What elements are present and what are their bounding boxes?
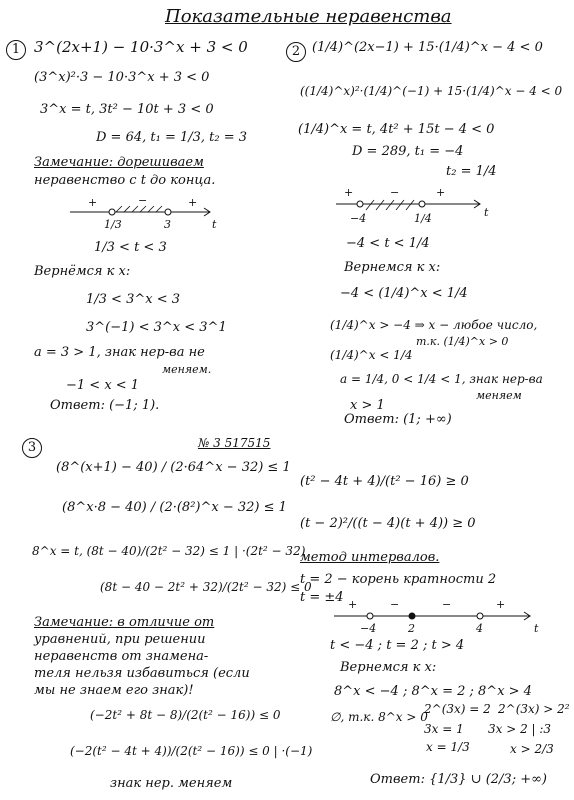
answer-line: Ответ: {1/3} ∪ (2/3; +∞): [370, 772, 548, 787]
note-text: уравнений, при решении: [34, 632, 206, 647]
equation-line: 3^(2x+1) − 10·3^x + 3 < 0: [34, 38, 248, 56]
equation-line: 2^(3x) = 2: [424, 702, 491, 716]
equation-line: ∅, т.к. 8^x > 0: [330, 710, 428, 724]
equation-line: (8t − 40 − 2t² + 32)/(2t² − 32) ≤ 0: [100, 580, 312, 594]
point-label: 1/3: [104, 218, 122, 231]
equation-line: 1/3 < t < 3: [94, 240, 167, 255]
point-label: −4: [350, 212, 367, 225]
equation-line: (3^x)²·3 − 10·3^x + 3 < 0: [34, 70, 210, 85]
sign-label: +: [88, 196, 98, 209]
point-label: 2: [408, 622, 415, 635]
sign-label: +: [188, 196, 198, 209]
note-text: неравенств от знамена-: [34, 649, 209, 664]
equation-line: a = 1/4, 0 < 1/4 < 1, знак нер-ва: [340, 372, 543, 386]
note-text: Замечание: дорешиваем: [34, 155, 204, 170]
equation-line: (8^x·8 − 40) / (2·(8²)^x − 32) ≤ 1: [62, 500, 287, 515]
equation-line: 8^x < −4 ; 8^x = 2 ; 8^x > 4: [334, 684, 532, 699]
equation-line: (t − 2)²/((t − 4)(t + 4)) ≥ 0: [300, 516, 476, 531]
sign-label: −: [390, 598, 400, 611]
note-text: Замечание: в отличие от: [34, 615, 215, 630]
point-label: 1/4: [414, 212, 432, 225]
point-label: −4: [360, 622, 377, 635]
answer-line: Ответ: (1; +∞): [344, 412, 452, 427]
equation-line: Вернемся к x:: [344, 260, 441, 275]
equation-line: −1 < x < 1: [66, 378, 140, 393]
page-title: Показательные неравенства: [165, 6, 452, 27]
equation-line: (1/4)^x < 1/4: [330, 348, 413, 362]
equation-line: (t² − 4t + 4)/(t² − 16) ≥ 0: [300, 474, 469, 489]
equation-line: t₂ = 1/4: [446, 164, 497, 179]
equation-line: 3x = 1: [424, 722, 464, 736]
equation-line: (−2t² + 8t − 8)/(2(t² − 16)) ≤ 0: [90, 708, 281, 722]
problem-number: 1: [6, 40, 26, 60]
sign-label: +: [496, 598, 506, 611]
number-line-axis: [330, 186, 500, 230]
equation-line: Вернемся к x:: [340, 660, 437, 675]
sign-label: −: [442, 598, 452, 611]
problem-number: 3: [22, 438, 42, 458]
equation-line: (1/4)^(2x−1) + 15·(1/4)^x − 4 < 0: [312, 40, 543, 55]
problem-number: 2: [286, 42, 306, 62]
equation-line: x = 1/3: [426, 740, 470, 754]
axis-variable: t: [484, 206, 489, 219]
equation-line: (1/4)^x > −4 ⇒ x − любое число,: [330, 318, 538, 332]
axis-variable: t: [534, 622, 539, 635]
axis-variable: t: [212, 218, 217, 231]
equation-line: Вернёмся к x:: [34, 264, 131, 279]
equation-line: −4 < (1/4)^x < 1/4: [340, 286, 468, 301]
equation-line: меняем: [476, 389, 522, 402]
equation-line: t < −4 ; t = 2 ; t > 4: [330, 638, 465, 653]
point-label: 3: [164, 218, 171, 231]
equation-line: меняем.: [162, 363, 212, 376]
sign-label: +: [436, 186, 446, 199]
equation-line: x > 2/3: [510, 742, 554, 756]
note-text: теля нельзя избавиться (если: [34, 666, 250, 681]
equation-line: 3x > 2 | :3: [488, 722, 552, 736]
reference-number: № 3 517515: [198, 436, 271, 450]
equation-line: т.к. (1/4)^x > 0: [416, 335, 509, 348]
number-line-axis: [60, 196, 220, 236]
equation-line: 3^(−1) < 3^x < 3^1: [86, 320, 227, 335]
equation-line: D = 64, t₁ = 1/3, t₂ = 3: [96, 130, 248, 145]
equation-line: −4 < t < 1/4: [346, 236, 430, 251]
equation-line: D = 289, t₁ = −4: [352, 144, 464, 159]
equation-line: t = 2 − корень кратности 2: [300, 572, 497, 587]
answer-line: Ответ: (−1; 1).: [50, 398, 160, 413]
equation-line: ((1/4)^x)²·(1/4)^(−1) + 15·(1/4)^x − 4 < 0: [300, 84, 563, 98]
equation-line: 1/3 < 3^x < 3: [86, 292, 181, 307]
equation-line: 8^x = t, (8t − 40)/(2t² − 32) ≤ 1 | ·(2t² − 32): [32, 544, 306, 558]
sign-label: −: [138, 194, 148, 207]
sign-label: +: [348, 598, 358, 611]
equation-line: 2^(3x) > 2²: [498, 702, 570, 716]
equation-line: знак нер. меняем: [110, 776, 233, 791]
point-label: 4: [476, 622, 483, 635]
equation-line: t = ±4: [300, 590, 344, 605]
equation-line: (8^(x+1) − 40) / (2·64^x − 32) ≤ 1: [56, 460, 291, 475]
equation-line: (−2(t² − 4t + 4))/(2(t² − 16)) ≤ 0 | ·(−1): [70, 744, 313, 758]
equation-line: x > 1: [350, 398, 385, 413]
note-text: метод интервалов.: [300, 550, 440, 565]
equation-line: (1/4)^x = t, 4t² + 15t − 4 < 0: [298, 122, 495, 137]
note-text: мы не знаем его знак)!: [34, 683, 194, 698]
number-line-axis: [330, 598, 550, 638]
sign-label: +: [344, 186, 354, 199]
note-text: неравенство с t до конца.: [34, 173, 216, 188]
equation-line: 3^x = t, 3t² − 10t + 3 < 0: [40, 102, 214, 117]
sign-label: −: [390, 186, 400, 199]
equation-line: a = 3 > 1, знак нер-ва не: [34, 345, 205, 360]
